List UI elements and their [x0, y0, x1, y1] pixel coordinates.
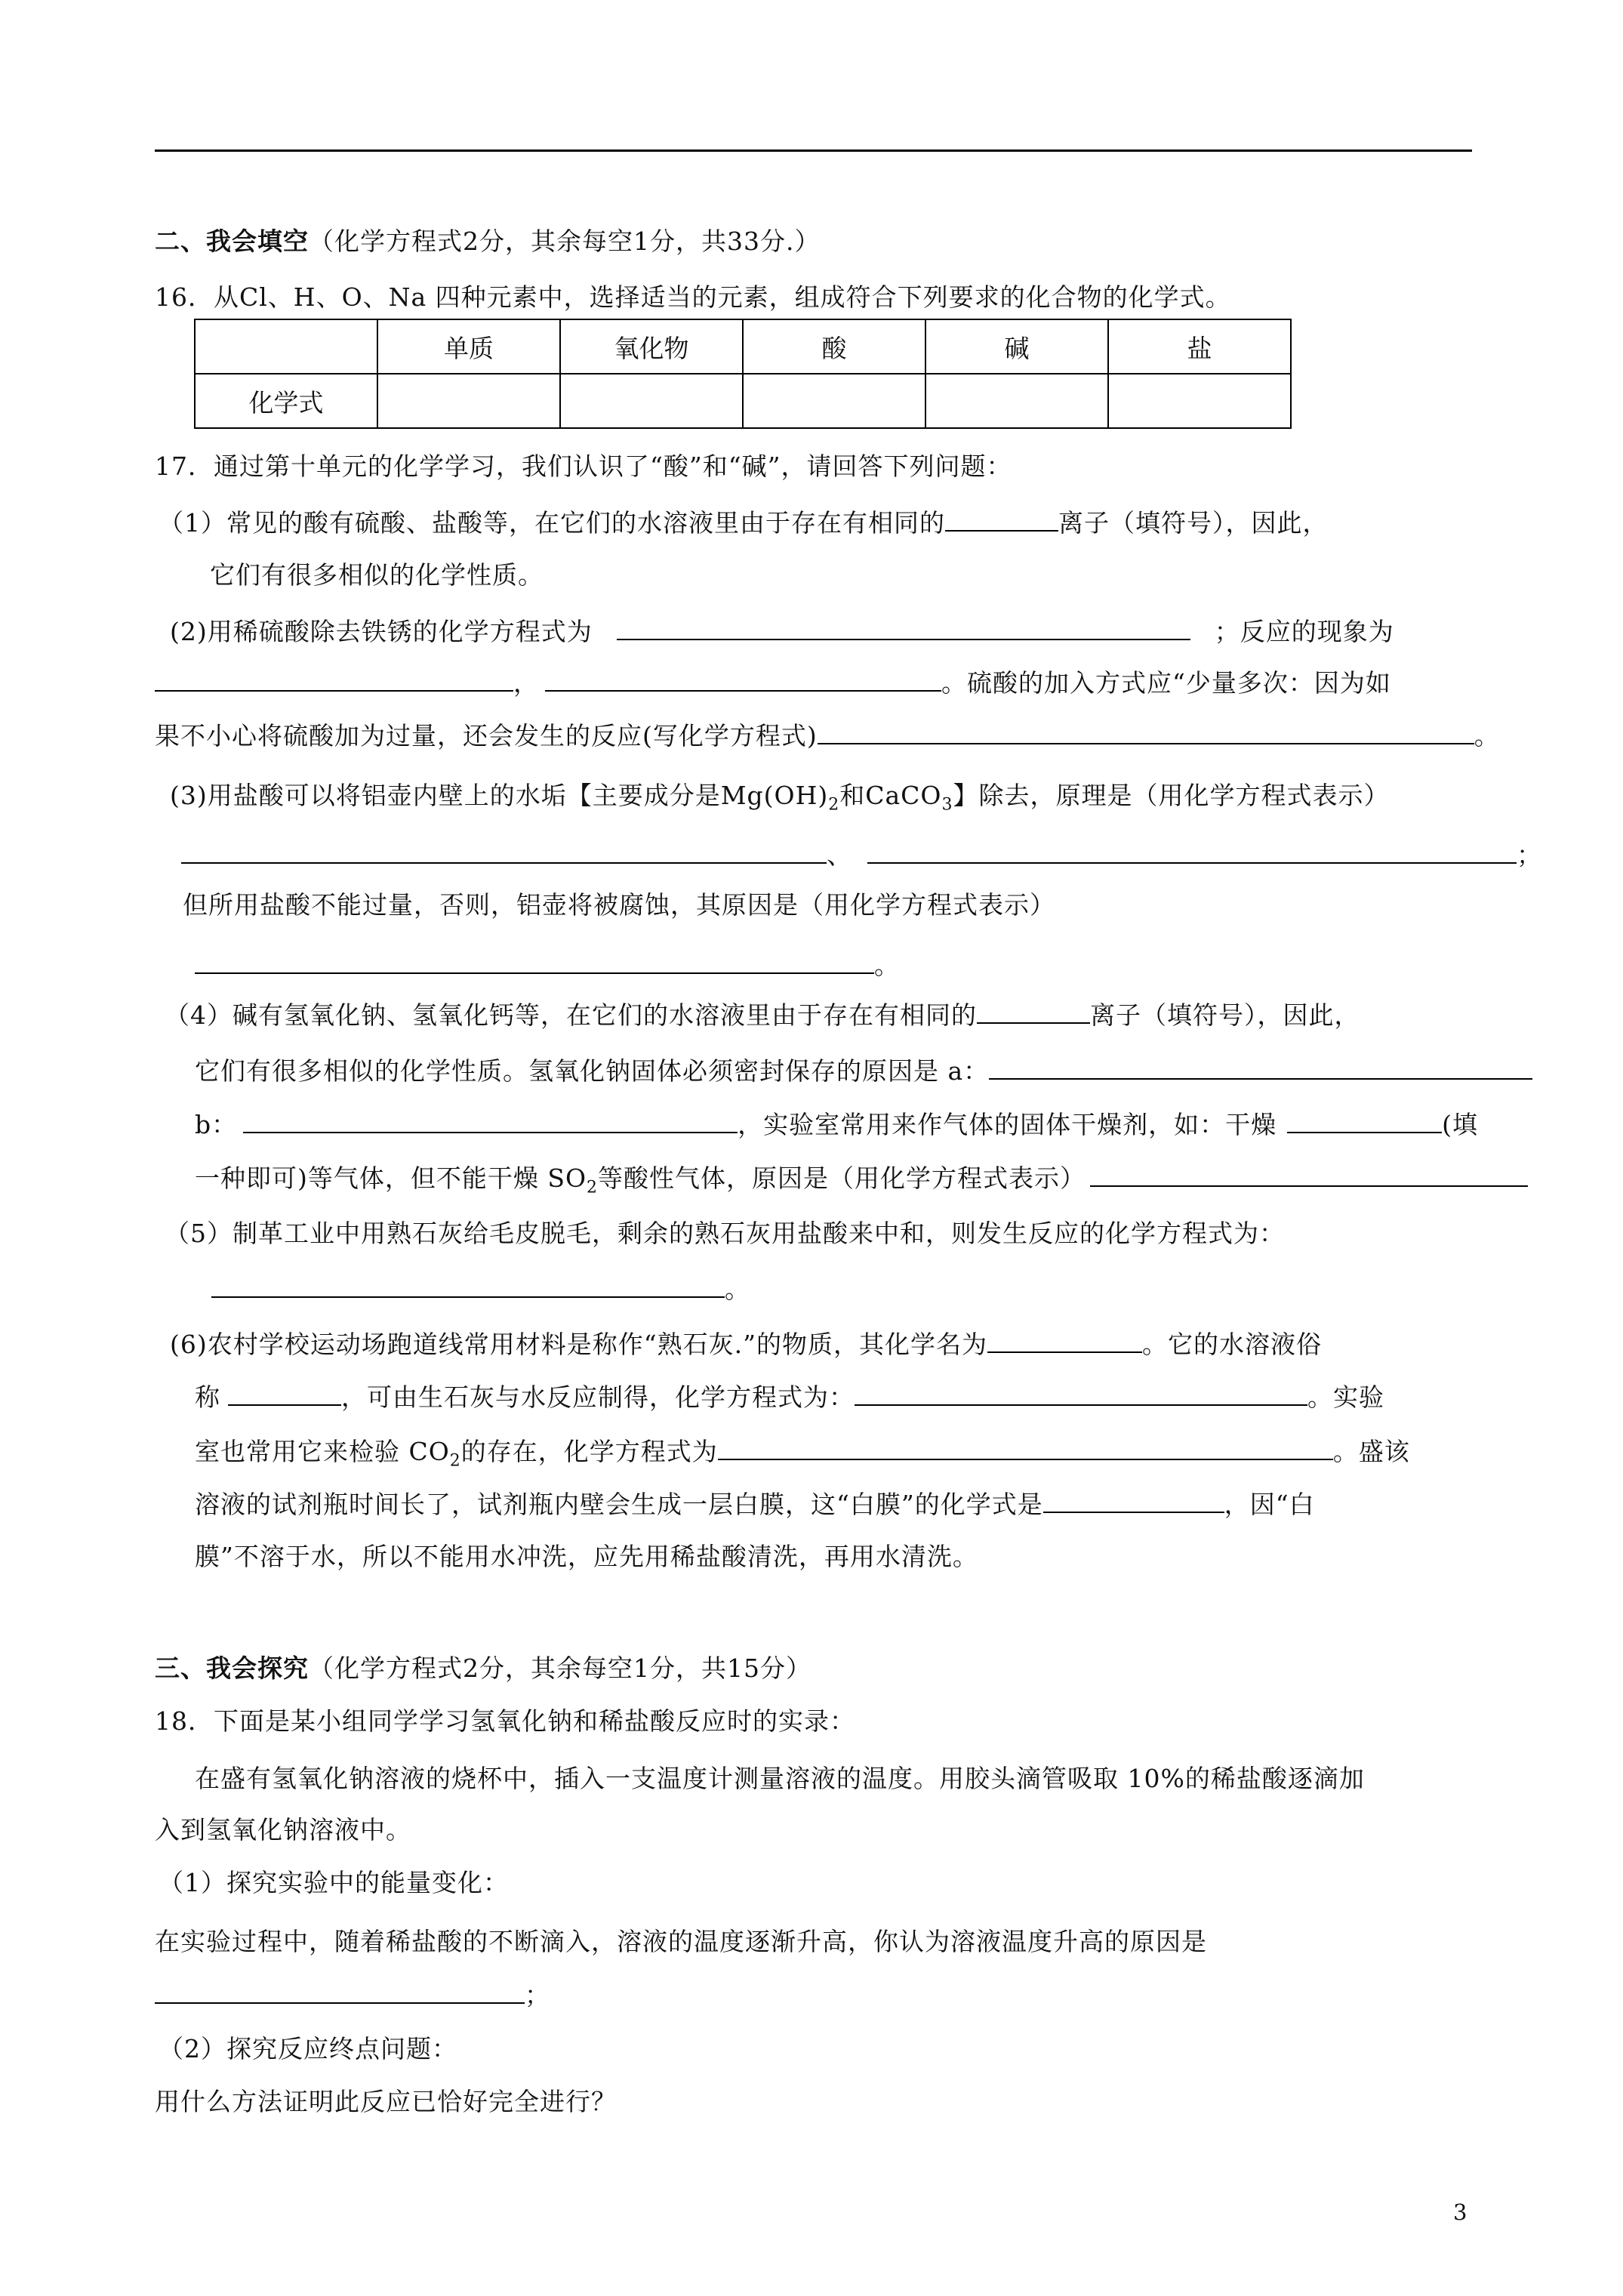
q18-sub1-question: 在实验过程中，随着稀盐酸的不断滴入，溶液的温度逐渐升高，你认为溶液温度升高的原因是: [155, 1927, 1207, 1956]
q18-intro: 18．下面是某小组同学学习氢氧化钠和稀盐酸反应时的实录：: [155, 1706, 855, 1736]
answer-blank[interactable]: [945, 504, 1058, 532]
answer-blank[interactable]: [155, 664, 513, 692]
table-row: [195, 319, 1291, 374]
q18-para2: 入到氢氧化钠溶液中。: [155, 1815, 411, 1845]
answer-cell[interactable]: [560, 374, 743, 428]
section-3-heading: 三、我会探究（化学方程式2分，其余每空1分，共15分）: [155, 1653, 812, 1683]
answer-blank[interactable]: [718, 1433, 1333, 1460]
answer-blank[interactable]: [989, 1052, 1532, 1080]
table-cell: [195, 319, 377, 374]
table-cell: 单质: [377, 319, 560, 374]
q18-sub1: （1）探究实验中的能量变化：: [159, 1868, 509, 1897]
q17-5-line2: 。: [211, 1271, 750, 1308]
q17-4-line4: 一种即可)等气体，但不能干燥 $SO_2$等酸性气体，原因是（用化学方程式表示）: [195, 1160, 1528, 1207]
q18-sub2-question: 用什么方法证明此反应已恰好完全进行？: [155, 2087, 617, 2116]
q17-4-line2: 它们有很多相似的化学性质。氢氧化钠固体必须密封保存的原因是 a：: [195, 1052, 1532, 1089]
answer-blank[interactable]: [545, 664, 941, 692]
answer-cell[interactable]: [925, 374, 1108, 428]
answer-blank[interactable]: [243, 1106, 738, 1133]
q17-6-line2: 称 ，可由生石灰与水反应制得，化学方程式为： 。实验: [195, 1379, 1384, 1416]
page-number: 3: [1453, 2199, 1467, 2225]
q17-6-line1: (6)农村学校运动场跑道线常用材料是称作“熟石灰.”的物质，其化学名为 。它的水溶液俗: [170, 1326, 1322, 1363]
table-row: [195, 374, 1291, 428]
answer-cell[interactable]: [743, 374, 925, 428]
q17-5-line1: （5）制革工业中用熟石灰给毛皮脱毛，剩余的熟石灰用盐酸来中和，则发生反应的化学方程式为：: [165, 1219, 1285, 1248]
answer-blank[interactable]: [818, 717, 1474, 744]
answer-blank[interactable]: [181, 837, 827, 864]
q17-6-line4: 溶液的试剂瓶时间长了，试剂瓶内壁会生成一层白膜，这“白膜”的化学式是 ，因“白: [195, 1486, 1315, 1523]
q17-3-line2: 、 ；: [181, 837, 1542, 874]
q17-3-line4: 。: [195, 947, 900, 984]
q18-sub1-answer: ；: [155, 1977, 550, 2014]
q17-6-line5: 膜”不溶于水，所以不能用水冲洗，应先用稀盐酸清洗，再用水清洗。: [195, 1542, 978, 1571]
q17-intro: 17．通过第十单元的化学学习，我们认识了“酸”和“碱”，请回答下列问题：: [155, 451, 1012, 481]
q16-table: [194, 319, 1292, 429]
answer-cell[interactable]: [377, 374, 560, 428]
answer-blank[interactable]: [987, 1326, 1142, 1353]
q17-2-line1: (2)用稀硫酸除去铁锈的化学方程式为 ；反应的现象为: [170, 613, 1394, 650]
answer-cell[interactable]: [1108, 374, 1291, 428]
answer-blank[interactable]: [211, 1271, 725, 1298]
table-cell: 碱: [925, 319, 1108, 374]
q17-4-line1: （4）碱有氢氧化钠、氢氧化钙等，在它们的水溶液里由于存在有相同的 离子（填符号），因此，: [165, 997, 1360, 1034]
answer-blank[interactable]: [617, 613, 1190, 640]
answer-blank[interactable]: [977, 997, 1090, 1024]
q17-2-line3: 果不小心将硫酸加为过量，还会发生的反应(写化学方程式) 。: [155, 717, 1500, 754]
q17-3-line1: (3)用盐酸可以将铝壶内壁上的水垢【主要成分是$Mg(OH)_2$和CaCO$_3$】除去，原理是（用化学方程式表示）: [170, 781, 1390, 815]
q17-4-line3: b： ，实验室常用来作气体的固体干燥剂，如：干燥 (填: [195, 1106, 1478, 1143]
answer-blank[interactable]: [1090, 1160, 1528, 1187]
answer-blank[interactable]: [855, 1379, 1307, 1406]
table-cell: 化学式: [195, 374, 377, 428]
q17-1-line1: （1）常见的酸有硫酸、盐酸等，在它们的水溶液里由于存在有相同的 离子（填符号），因此，: [159, 504, 1329, 541]
table-cell: 盐: [1108, 319, 1291, 374]
answer-blank[interactable]: [1287, 1106, 1442, 1133]
answer-blank[interactable]: [195, 947, 874, 974]
q18-para1: 在盛有氢氧化钠溶液的烧杯中，插入一支温度计测量溶液的温度。用胶头滴管吸取 10%的稀盐酸逐滴加: [195, 1764, 1365, 1793]
q17-6-line3: 室也常用它来检验 $CO_2$的存在，化学方程式为 。盛该: [195, 1433, 1410, 1480]
table-cell: 酸: [743, 319, 925, 374]
header-rule: [155, 149, 1472, 152]
answer-blank[interactable]: [867, 837, 1517, 864]
q18-sub2: （2）探究反应终点问题：: [159, 2034, 457, 2063]
answer-blank[interactable]: [228, 1379, 341, 1406]
q17-1-line2: 它们有很多相似的化学性质。: [210, 560, 544, 590]
table-cell: 氧化物: [560, 319, 743, 374]
answer-blank[interactable]: [1043, 1486, 1224, 1513]
q17-3-line3: 但所用盐酸不能过量，否则，铝壶将被腐蚀，其原因是（用化学方程式表示）: [183, 890, 1055, 920]
section-2-heading: 二、我会填空（化学方程式2分，其余每空1分，共33分.）: [155, 227, 821, 256]
answer-blank[interactable]: [155, 1977, 525, 2004]
q17-2-line2: ， 。硫酸的加入方式应“少量多次：因为如: [155, 664, 1391, 701]
q16-text: 16．从Cl、H、O、Na 四种元素中，选择适当的元素，组成符合下列要求的化合物的化学式。: [155, 282, 1231, 312]
